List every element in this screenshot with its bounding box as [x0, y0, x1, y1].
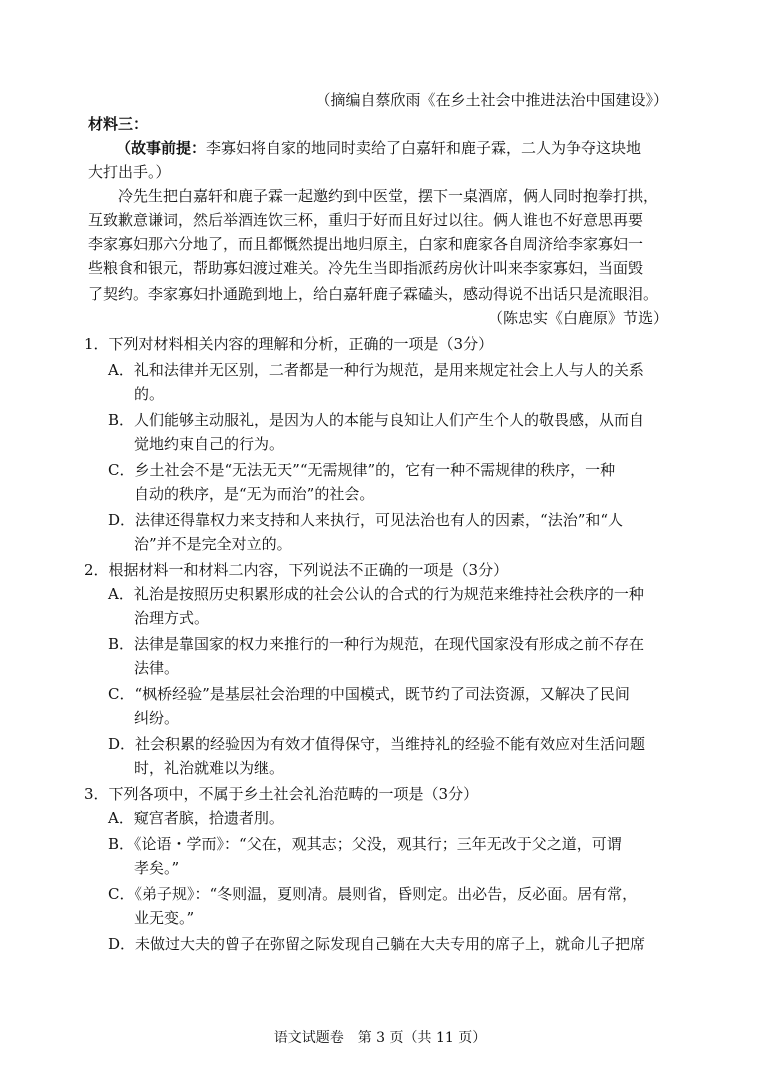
question-1-stem: 1．下列对材料相关内容的理解和分析，正确的一项是（3分）: [84, 335, 494, 353]
preface-label: （故事前提：: [116, 139, 207, 157]
q1-option-d-cont: 治”并不是完全对立的。: [134, 535, 292, 553]
story-line: 些粮食和银元，帮助寡妇渡过难关。冷先生当即指派药房伙计叫来李家寡妇，当面毁: [88, 259, 644, 277]
q1-option-a-cont: 的。: [134, 385, 165, 403]
source-citation-1: （摘编自蔡欣雨《在乡土社会中推进法治中国建设》）: [315, 91, 668, 109]
q3-option-a: A．窥宫者膑，拾遗者刖。: [108, 809, 284, 827]
q1-option-c: C．乡土社会不是“无法无天”“无需规律”的，它有一种不需规律的秩序，一种: [108, 461, 616, 479]
q3-option-c-cont: 业无变。”: [134, 909, 195, 927]
story-line: 李家寡妇那六分地了，而且都慨然提出地归原主，白家和鹿家各自周济给李家寡妇一: [88, 235, 644, 253]
q1-option-b-cont: 觉地约束自己的行为。: [134, 435, 285, 453]
q1-option-b: B．人们能够主动服礼，是因为人的本能与良知让人们产生个人的敬畏感，从而自: [108, 411, 645, 429]
q2-option-c-cont: 纠纷。: [134, 709, 180, 727]
story-line: 了契约。李家寡妇扑通跪到地上，给白嘉轩鹿子霖磕头，感动得说不出话只是流眼泪。: [88, 285, 659, 303]
page-footer: 语文试题卷 第 3 页（共 11 页）: [273, 1030, 487, 1046]
q3-option-b-cont: 孝矣。”: [134, 859, 180, 877]
q3-option-b: B．《论语・学而》：“父在，观其志；父没，观其行；三年无改于父之道，可谓: [108, 835, 622, 853]
q2-option-c: C．“枫桥经验”是基层社会治理的中国模式，既节约了司法资源，又解决了民间: [108, 685, 630, 703]
story-line: 互致歉意谦词，然后举酒连饮三杯，重归于好而且好过以往。俩人谁也不好意思再要: [88, 211, 644, 229]
preface-text-1: 李寡妇将自家的地同时卖给了白嘉轩和鹿子霖，二人为争夺这块地: [206, 139, 642, 157]
preface-line-2: 大打出手。）: [88, 163, 171, 181]
q1-option-d: D．法律还得靠权力来支持和人来执行，可见法治也有人的因素，“法治”和“人: [108, 511, 624, 529]
q2-option-d-cont: 时，礼治就难以为继。: [134, 759, 285, 777]
source-citation-2: （陈忠实《白鹿原》节选）: [487, 309, 668, 327]
q2-option-b-cont: 法律。: [134, 659, 180, 677]
q2-option-d: D．社会积累的经验因为有效才值得保守，当维持礼的经验不能有效应对生活问题: [108, 735, 646, 753]
q1-option-c-cont: 自动的秩序，是“无为而治”的社会。: [134, 485, 375, 503]
q3-option-c: C．《弟子规》：“冬则温，夏则凊。晨则省，昏则定。出必告，反必面。居有常，: [108, 885, 638, 903]
q2-option-a: A．礼治是按照历史积累形成的社会公认的合式的行为规范来维持社会秩序的一种: [108, 585, 644, 603]
q1-option-a: A．礼和法律并无区别，二者都是一种行为规范，是用来规定社会上人与人的关系: [108, 361, 644, 379]
question-2-stem: 2．根据材料一和材料二内容，下列说法不正确的一项是（3分）: [84, 561, 509, 579]
q3-option-d: D．未做过大夫的曾子在弥留之际发现自己躺在大夫专用的席子上，就命儿子把席: [108, 935, 646, 953]
story-line: 冷先生把白嘉轩和鹿子霖一起邀约到中医堂，摆下一桌酒席，俩人同时抱拳打拱，: [118, 187, 659, 205]
q2-option-b: B．法律是靠国家的权力来推行的一种行为规范，在现代国家没有形成之前不存在: [108, 635, 645, 653]
preface-line-1: [116, 138, 641, 158]
q2-option-a-cont: 治理方式。: [134, 609, 210, 627]
material-3-heading: 材料三：: [88, 115, 149, 133]
question-3-stem: 3．下列各项中，不属于乡土社会礼治范畴的一项是（3分）: [84, 785, 479, 803]
